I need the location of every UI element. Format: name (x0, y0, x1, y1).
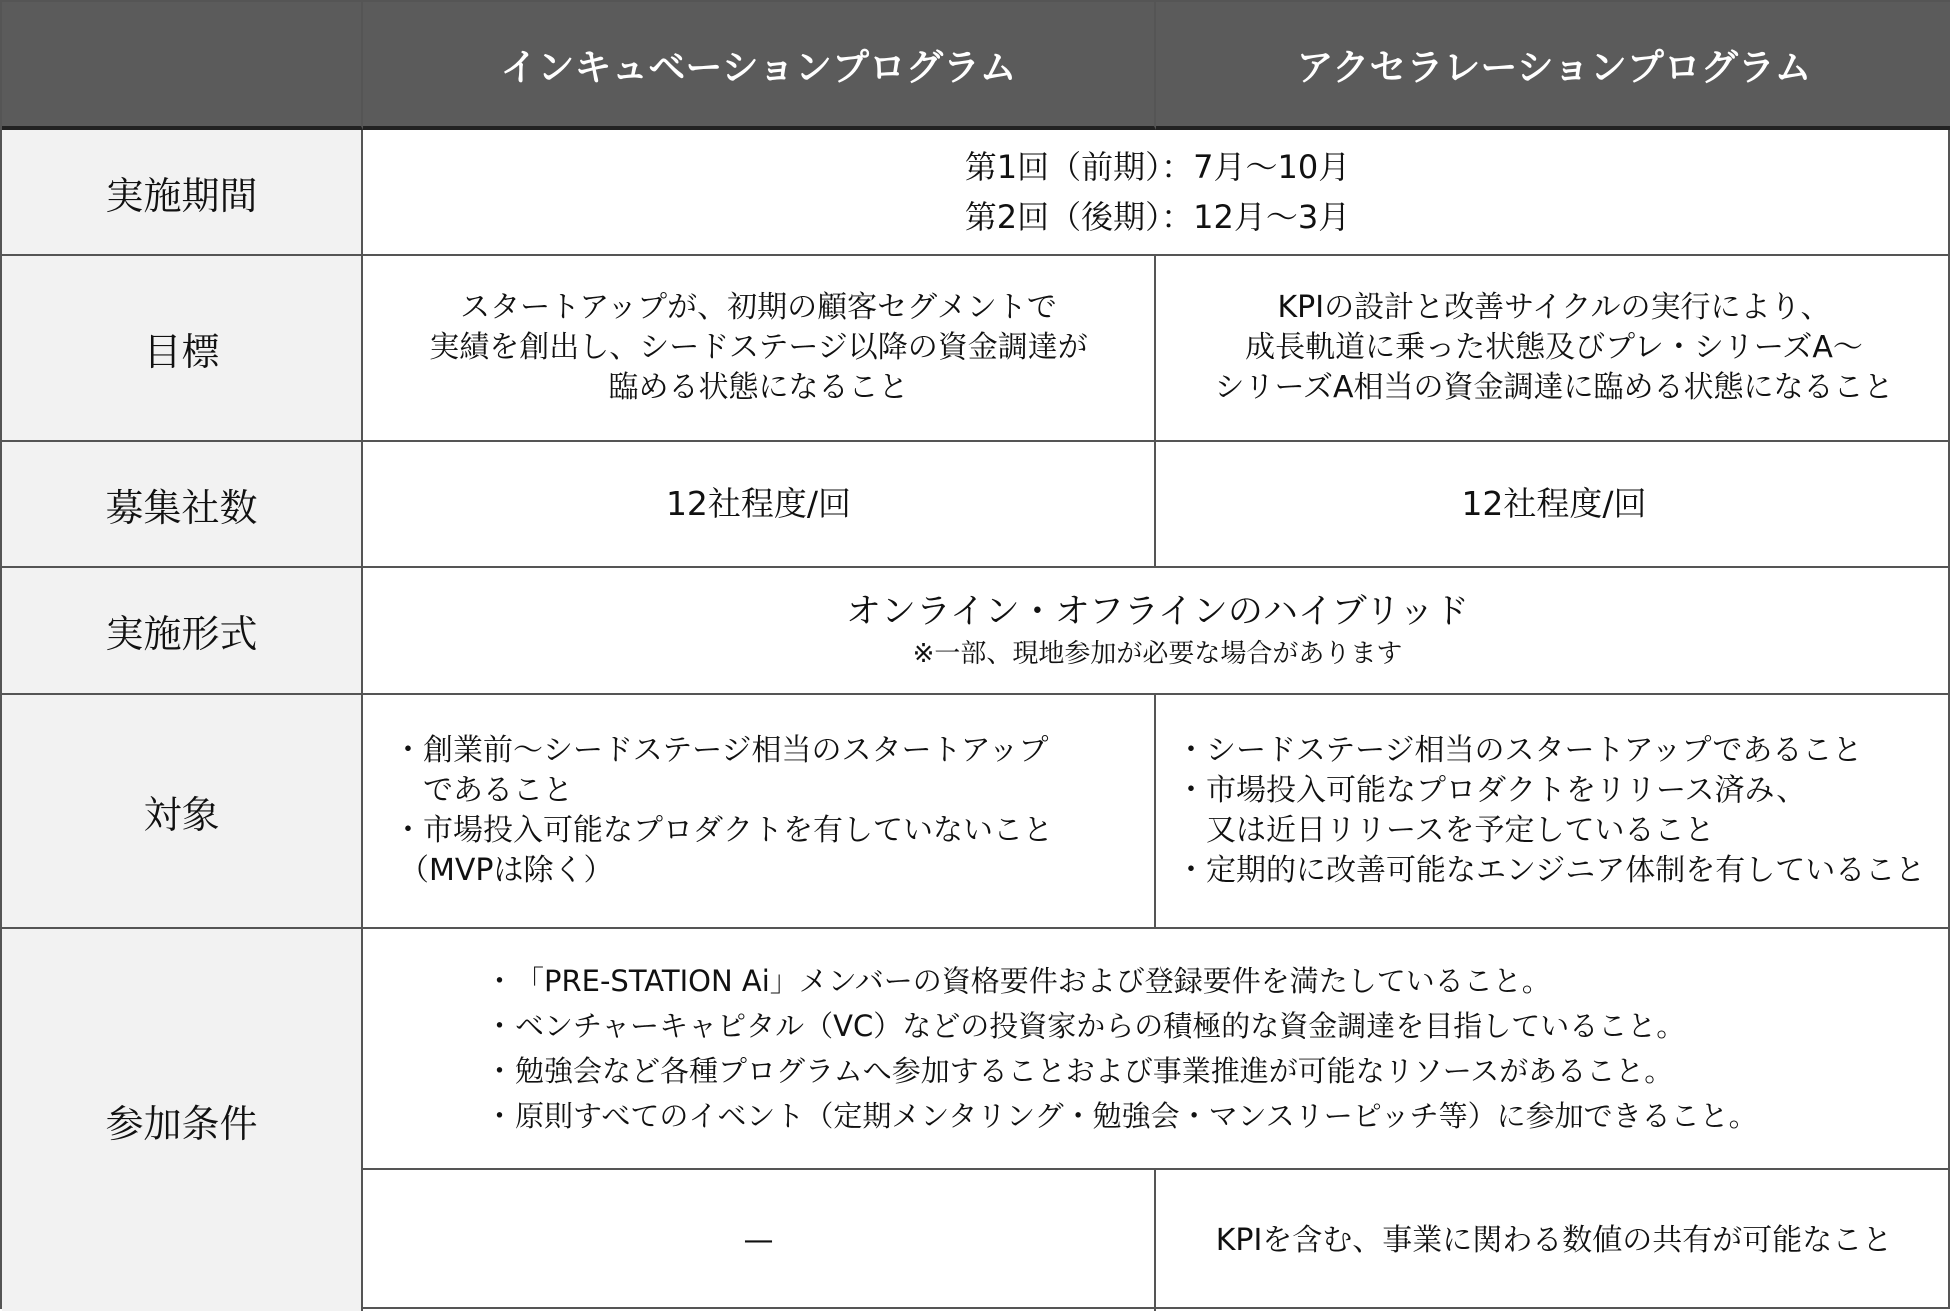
row-label-text: 目標 (143, 329, 220, 374)
row-label-conditions (2, 929, 363, 1311)
target-incubation-item-1-cont: であること (423, 773, 573, 808)
goal-acceleration-line-2: 成長軌道に乗った状態及びプレ・シリーズA〜 (1245, 330, 1863, 365)
goal-incubation-line-2: 実績を創出し、シードステージ以降の資金調達が (429, 330, 1088, 365)
header-incubation-label: インキュベーションプログラム (500, 46, 1017, 89)
condition-item-3: ・ 勉強会など各種プログラムへ参加することおよび事業推進が可能なリソースがあること。 (491, 1049, 1673, 1094)
header-incubation (363, 2, 1156, 130)
row-label-text: 実施期間 (105, 173, 258, 218)
row-label-period (2, 130, 363, 256)
conditions-incubation-cell (363, 1170, 1156, 1311)
goal-incubation-line-3: 臨める状態になること (608, 370, 909, 405)
goal-incubation-line-1: スタートアップが、初期の顧客セグメントで (460, 290, 1057, 325)
format-note-text: ※一部、現地参加が必要な場合があります (912, 638, 1403, 669)
header-acceleration (1156, 2, 1950, 130)
target-acceleration-item-2: ・ 市場投入可能なプロダクトをリリース済み、 (1182, 771, 1806, 811)
row-label-text: 対象 (143, 792, 220, 837)
count-incubation-value: 12社程度/回 (665, 484, 852, 523)
target-acceleration-item-1: ・ シードステージ相当のスタートアップであること (1182, 731, 1862, 771)
row-label-goal (2, 256, 363, 442)
conditions-incubation-value: — (743, 1222, 774, 1258)
row-label-text: 実施形式 (105, 612, 258, 656)
target-incubation-item-2-note: （MVPは除く） (399, 853, 614, 888)
goal-acceleration-line-1: KPIの設計と改善サイクルの実行により、 (1277, 290, 1831, 325)
count-incubation-cell (363, 442, 1156, 568)
period-line-2: 第2回（後期）：12月〜3月 (964, 198, 1351, 236)
count-acceleration-cell (1156, 442, 1950, 568)
format-cell (363, 568, 1950, 695)
goal-incubation-cell (363, 256, 1156, 442)
count-acceleration-value: 12社程度/回 (1461, 484, 1647, 523)
target-acceleration-item-2-cont: 又は近日リリースを予定していること (1206, 813, 1715, 848)
row-label-count (2, 442, 363, 568)
header-acceleration-label: アクセラレーションプログラム (1296, 46, 1812, 89)
target-incubation-item-1: ・ 創業前〜シードステージ相当のスタートアップ (399, 731, 1049, 771)
goal-acceleration-line-3: シリーズA相当の資金調達に臨める状態になること (1214, 370, 1894, 405)
row-label-text: 参加条件 (105, 1101, 258, 1146)
condition-item-4: ・ 原則すべてのイベント（定期メンタリング・勉強会・マンスリーピッチ等）に参加できること。 (491, 1094, 1758, 1139)
period-cell (363, 130, 1950, 256)
target-acceleration-cell (1156, 695, 1950, 929)
target-incubation-cell (363, 695, 1156, 929)
condition-item-1: ・ 「PRE-STATION Ai」メンバーの資格要件および登録要件を満たしていること。 (491, 959, 1551, 1004)
goal-acceleration-cell (1156, 256, 1950, 442)
conditions-acceleration-value: KPIを含む、事業に関わる数値の共有が可能なこと (1215, 1222, 1893, 1258)
row-label-target (2, 695, 363, 929)
header-corner-cell (2, 2, 363, 130)
row-label-text: 募集社数 (105, 485, 258, 530)
format-main-text: オンライン・オフラインのハイブリッド (845, 591, 1469, 632)
target-incubation-item-2: ・ 市場投入可能なプロダクトを有していないこと (399, 811, 1053, 851)
conditions-common-cell (363, 929, 1950, 1170)
conditions-acceleration-cell (1156, 1170, 1950, 1311)
condition-item-2: ・ ベンチャーキャピタル（VC）などの投資家からの積極的な資金調達を目指していること。 (491, 1004, 1685, 1049)
period-line-1: 第1回（前期）：7月〜10月 (964, 148, 1351, 186)
target-acceleration-item-3: ・ 定期的に改善可能なエンジニア体制を有していること (1182, 851, 1925, 891)
row-label-format (2, 568, 363, 695)
